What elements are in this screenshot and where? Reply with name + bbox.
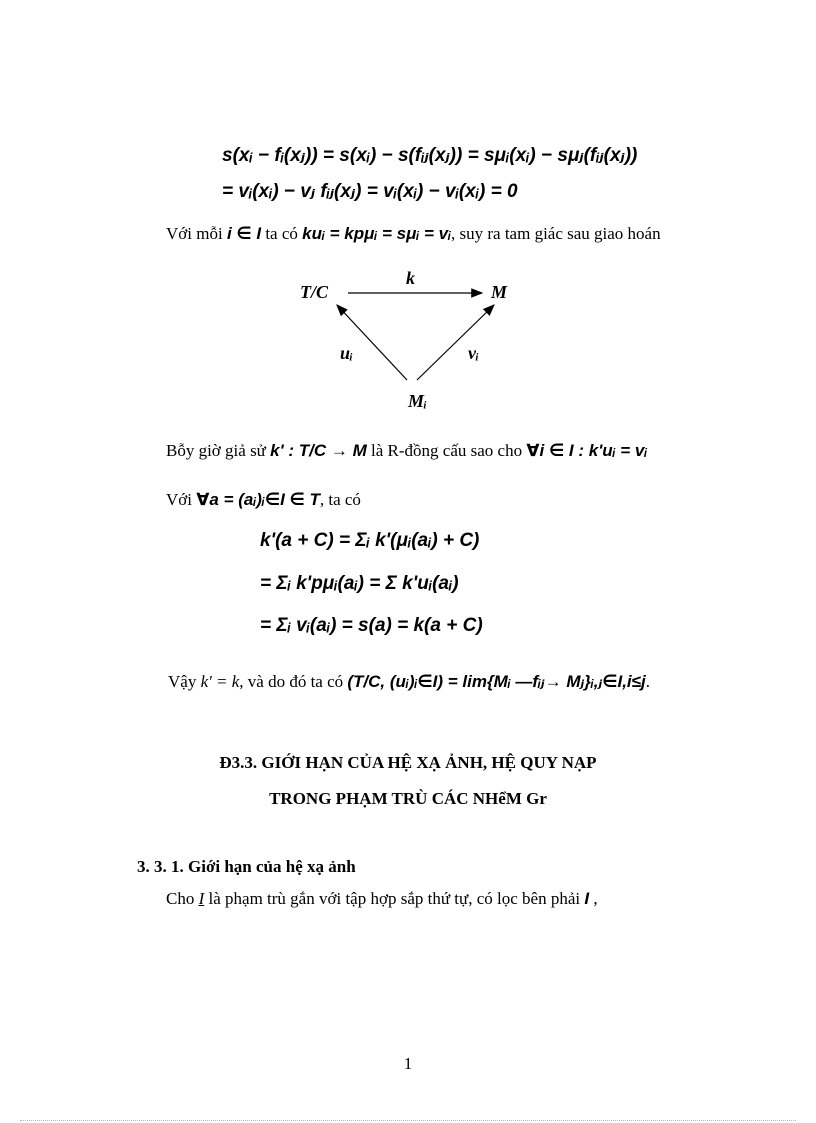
paragraph-suffix: .: [645, 672, 650, 691]
map-condition: ∀i ∈ I : k'uᵢ = vᵢ: [526, 441, 648, 460]
paragraph-prefix: Cho: [166, 889, 199, 908]
set-symbol: I: [584, 889, 590, 908]
diagram-label-u: uᵢ: [340, 343, 354, 363]
paragraph-conclusion: [168, 672, 650, 692]
paragraph-mid: ta có: [261, 224, 303, 243]
relation: k' = k: [200, 672, 240, 691]
equation2-line-1: k'(a + C) = Σᵢ k'(μᵢ(aᵢ) + C): [260, 530, 480, 551]
paragraph-suffix: , ta có: [319, 490, 361, 509]
paragraph-mid: là phạm trù gắn với tập hợp sắp thứ tự, có lọc bên phải: [204, 889, 585, 908]
equation2-line-2: = Σᵢ k'pμᵢ(aᵢ) = Σ k'uᵢ(aᵢ): [260, 573, 459, 594]
category-symbol: I: [198, 889, 205, 908]
paragraph-mid: là R-đồng cấu sao cho: [366, 441, 527, 460]
paragraph-mid: , và do đó ta có: [239, 672, 348, 691]
paragraph-prefix: Với mỗi: [166, 224, 227, 243]
paragraph-suffix: ,: [589, 889, 598, 908]
paragraph-prefix: Với: [166, 490, 197, 509]
paragraph-suppose: [166, 441, 647, 461]
equation2-line-3: = Σᵢ vᵢ(aᵢ) = s(a) = k(a + C): [260, 615, 483, 636]
diagram-label-v: vᵢ: [468, 343, 480, 363]
section-title-line-1: Đ3.3. GIỚI HẠN CỦA HỆ XẠ ẢNH, HỆ QUY NẠP: [219, 753, 597, 772]
paragraph-for-all: [166, 490, 361, 510]
equation-line-1: s(xᵢ − fᵢ(xⱼ)) = s(xᵢ) − s(fᵢⱼ(xⱼ)) = sμᵢ(xᵢ) − sμⱼ(fᵢⱼ(xⱼ)): [222, 145, 638, 166]
paragraph-prefix: Vậy: [168, 672, 201, 691]
paragraph-prefix: Bỗy giờ giả sử: [166, 441, 271, 460]
diagram-node-mi: Mᵢ: [408, 391, 428, 411]
paragraph-suffix: , suy ra tam giác sau giao hoán: [451, 224, 661, 243]
limit-formula: (T/C, (uᵢ)ᵢ∈I) = lim{Mᵢ —fᵢⱼ→ Mⱼ}ᵢ,ⱼ∈I,i≤j: [347, 672, 646, 691]
paragraph-commute: [166, 224, 661, 244]
diagram-label-k: k: [406, 268, 415, 288]
arrow-v: [417, 305, 494, 380]
diagram-node-quotient: T/C: [300, 282, 329, 302]
page-number: 1: [403, 1054, 413, 1073]
page-bottom-rule: [20, 1120, 796, 1121]
paragraph-category: [166, 889, 598, 909]
diagram-node-module: M: [491, 282, 508, 302]
index-condition: i ∈ I: [226, 224, 262, 243]
inline-formula: kuᵢ = kpμᵢ = sμᵢ = vᵢ: [302, 224, 451, 243]
subsection-title: 3. 3. 1. Giới hạn của hệ xạ ảnh: [137, 857, 356, 876]
element-condition: ∀a = (aᵢ)ᵢ∈I ∈ T: [196, 490, 320, 509]
equation-line-2: = vᵢ(xᵢ) − vⱼ fᵢⱼ(xⱼ) = vᵢ(xᵢ) − vᵢ(xᵢ) = 0: [222, 181, 518, 202]
section-title-line-2: TRONG PHẠM TRÙ CÁC NHểM Gr: [269, 789, 547, 808]
map-definition: k' : T/C → M: [270, 441, 367, 460]
